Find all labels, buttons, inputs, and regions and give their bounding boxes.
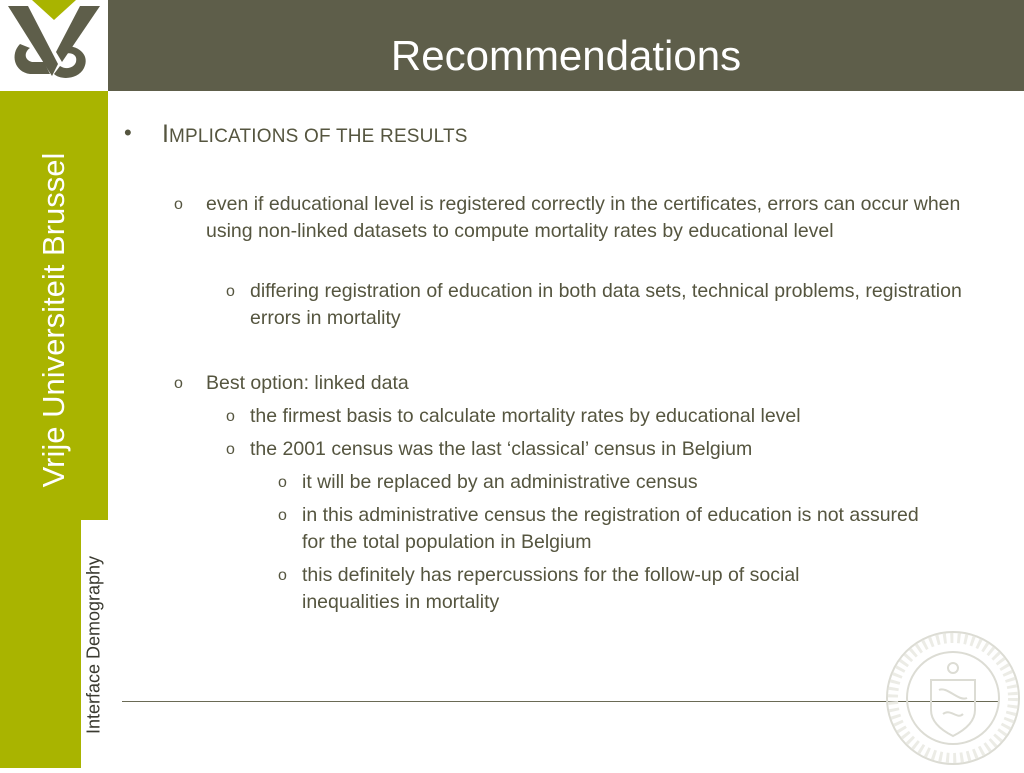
circle-bullet-icon: o [278, 567, 287, 584]
heading-rest: MPLICATIONS OF THE RESULTS [168, 126, 468, 147]
circle-bullet-icon: o [278, 474, 287, 491]
heading-initial: I [162, 120, 169, 148]
university-seal [883, 628, 1023, 768]
vub-logo-icon [0, 0, 108, 91]
university-seal-icon [883, 628, 1023, 768]
circle-bullet-icon: o [174, 196, 183, 213]
slide-title: Recommendations [390, 32, 742, 79]
circle-bullet-icon: o [174, 375, 183, 392]
circle-bullet-icon: o [226, 283, 235, 300]
interface-label: Interface Demography [83, 555, 104, 735]
circle-bullet-icon: o [226, 441, 235, 458]
university-name: Vrije Universiteit Brussel [36, 152, 71, 488]
circle-bullet-icon: o [278, 507, 287, 524]
footer-divider [122, 701, 998, 702]
bullet-icon: • [124, 120, 132, 145]
circle-bullet-icon: o [226, 408, 235, 425]
vub-logo [0, 0, 108, 91]
